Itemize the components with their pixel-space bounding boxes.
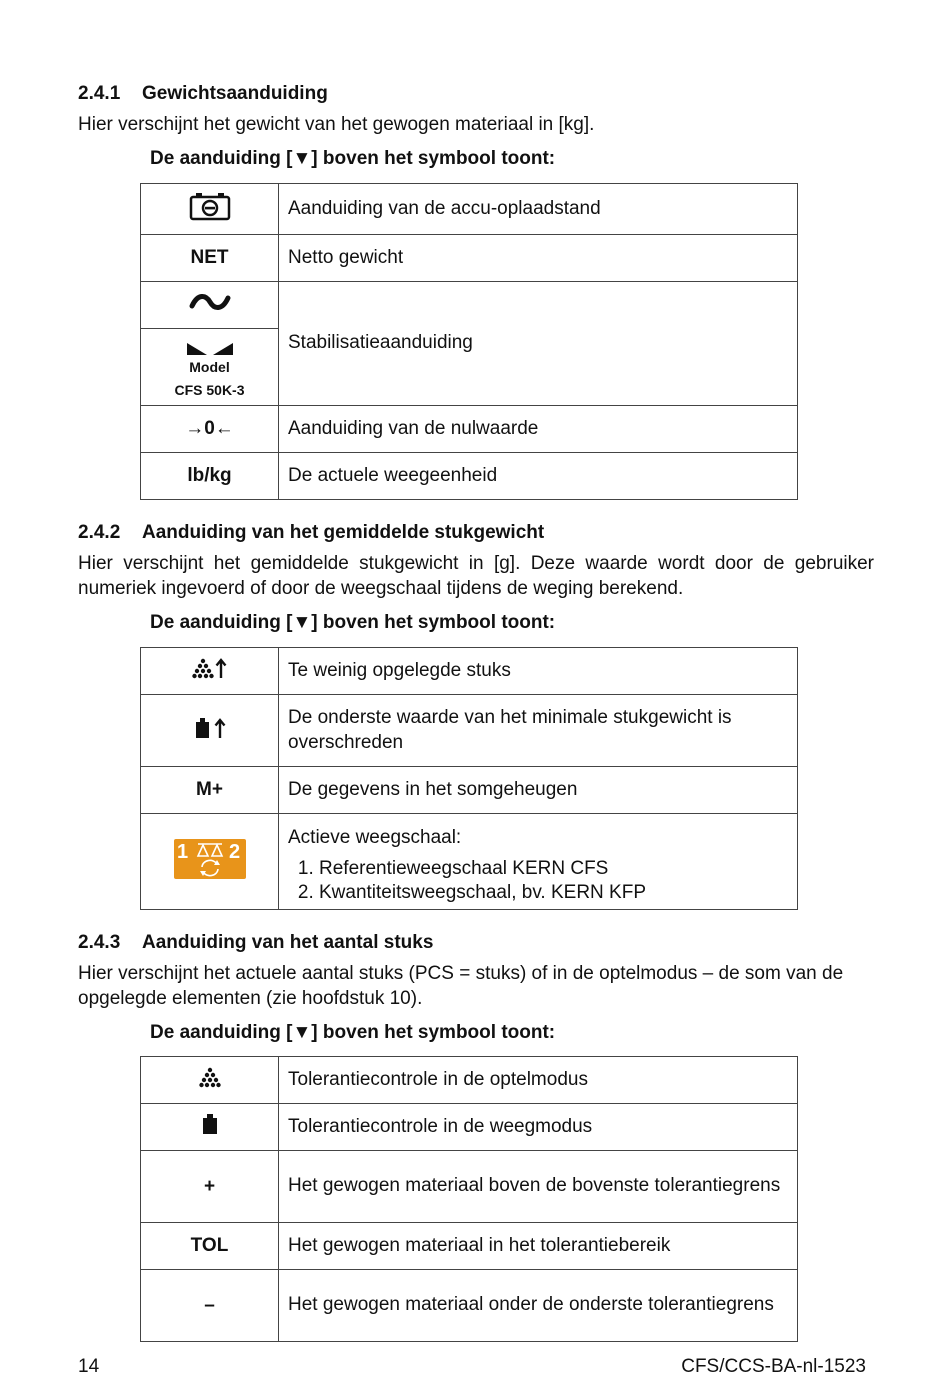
row-description: De gegevens in het somgeheugen (279, 767, 798, 814)
table-row (141, 767, 798, 814)
pieces-up-icon (141, 648, 279, 695)
table-row (141, 695, 798, 767)
tol-symbol: TOL (141, 1223, 279, 1270)
model-name: CFS 50K-3 (174, 381, 245, 398)
table-row (141, 1223, 798, 1270)
section-text: Hier verschijnt het gemiddelde stukgewicht in [g]. Deze waarde wordt door de gebruiker numeriek ingevoerd of door de weegschaal tijdens de weging berekend. (78, 553, 874, 599)
stability-icon (185, 341, 235, 357)
section-number: 2.4.3 (78, 932, 121, 953)
table-row (141, 453, 798, 500)
table-row (141, 235, 798, 282)
table-lead: De aanduiding [▼] boven het symbool toont: (150, 612, 556, 633)
row-description: Aanduiding van de accu-oplaadstand (279, 184, 798, 235)
model-label: Model (189, 358, 230, 375)
row-description: Tolerantiecontrole in de weegmodus (279, 1104, 798, 1151)
section-number: 2.4.2 (78, 522, 121, 543)
weight-up-icon (141, 695, 279, 767)
row-description: De actuele weegeenheid (279, 453, 798, 500)
list-item: 1. Referentieweegschaal KERN CFS (319, 857, 797, 882)
tilde-icon (141, 282, 279, 329)
symbol-table-piece-weight (140, 647, 798, 910)
table-lead: De aanduiding [▼] boven het symbool toont: (150, 148, 556, 169)
active-scale-list (288, 857, 797, 906)
row-description: De onderste waarde van het minimale stukgewicht is overschreden (279, 695, 798, 767)
row-description: Aanduiding van de nulwaarde (279, 406, 798, 453)
table-row (141, 1151, 798, 1223)
section-text: Hier verschijnt het gewicht van het gewogen materiaal in [kg]. (78, 114, 595, 135)
active-scale-icon (141, 814, 279, 910)
row-description: Het gewogen materiaal in het tolerantiebereik (279, 1223, 798, 1270)
section-text: Hier verschijnt het actuele aantal stuks (PCS = stuks) of in de optelmodus – de som van de opgelegde elementen (zie hoofdstuk 10). (78, 963, 844, 1009)
stability-model-cell (141, 329, 279, 406)
memory-plus-symbol: M+ (141, 767, 279, 814)
section-heading-241 (78, 83, 328, 105)
net-symbol: NET (141, 235, 279, 282)
weight-icon (141, 1104, 279, 1151)
symbol-table-pieces (140, 1056, 798, 1342)
section-title: Aanduiding van het gemiddelde stukgewicht (142, 522, 545, 543)
table-lead: De aanduiding [▼] boven het symbool toont: (150, 1022, 556, 1043)
row-description: Actieve weegschaal: (288, 827, 462, 848)
row-description: Tolerantiecontrole in de optelmodus (279, 1057, 798, 1104)
row-description: Het gewogen materiaal onder de onderste tolerantiegrens (279, 1270, 798, 1342)
section-number: 2.4.1 (78, 83, 121, 104)
scale-two-label: 2 (228, 840, 240, 863)
page-number: 14 (78, 1356, 100, 1377)
table-row (141, 648, 798, 695)
table-row (141, 282, 798, 329)
table-row (141, 406, 798, 453)
battery-icon (141, 184, 279, 235)
section-heading-242 (78, 522, 544, 544)
document-code: CFS/CCS-BA-nl-1523 (681, 1356, 866, 1377)
pieces-icon (141, 1057, 279, 1104)
section-title: Aanduiding van het aantal stuks (142, 932, 434, 953)
table-row (141, 1270, 798, 1342)
row-description: Te weinig opgelegde stuks (279, 648, 798, 695)
zero-symbol: →0← (141, 406, 279, 453)
row-description: Netto gewicht (279, 235, 798, 282)
table-row (141, 184, 798, 235)
table-row (141, 814, 798, 910)
symbol-table-weight (140, 183, 798, 500)
section-heading-243 (78, 932, 433, 954)
plus-symbol: + (141, 1151, 279, 1223)
minus-symbol: – (141, 1270, 279, 1342)
row-description: Het gewogen materiaal boven de bovenste tolerantiegrens (279, 1151, 798, 1223)
section-title: Gewichtsaanduiding (142, 83, 328, 104)
table-row (141, 1057, 798, 1104)
unit-symbol: lb/kg (141, 453, 279, 500)
row-description: Stabilisatieaanduiding (279, 282, 798, 406)
scale-one-label: 1 (176, 840, 188, 863)
table-row (141, 1104, 798, 1151)
active-scale-description (279, 814, 798, 910)
list-item: 2. Kwantiteitsweegschaal, bv. KERN KFP (319, 881, 797, 906)
